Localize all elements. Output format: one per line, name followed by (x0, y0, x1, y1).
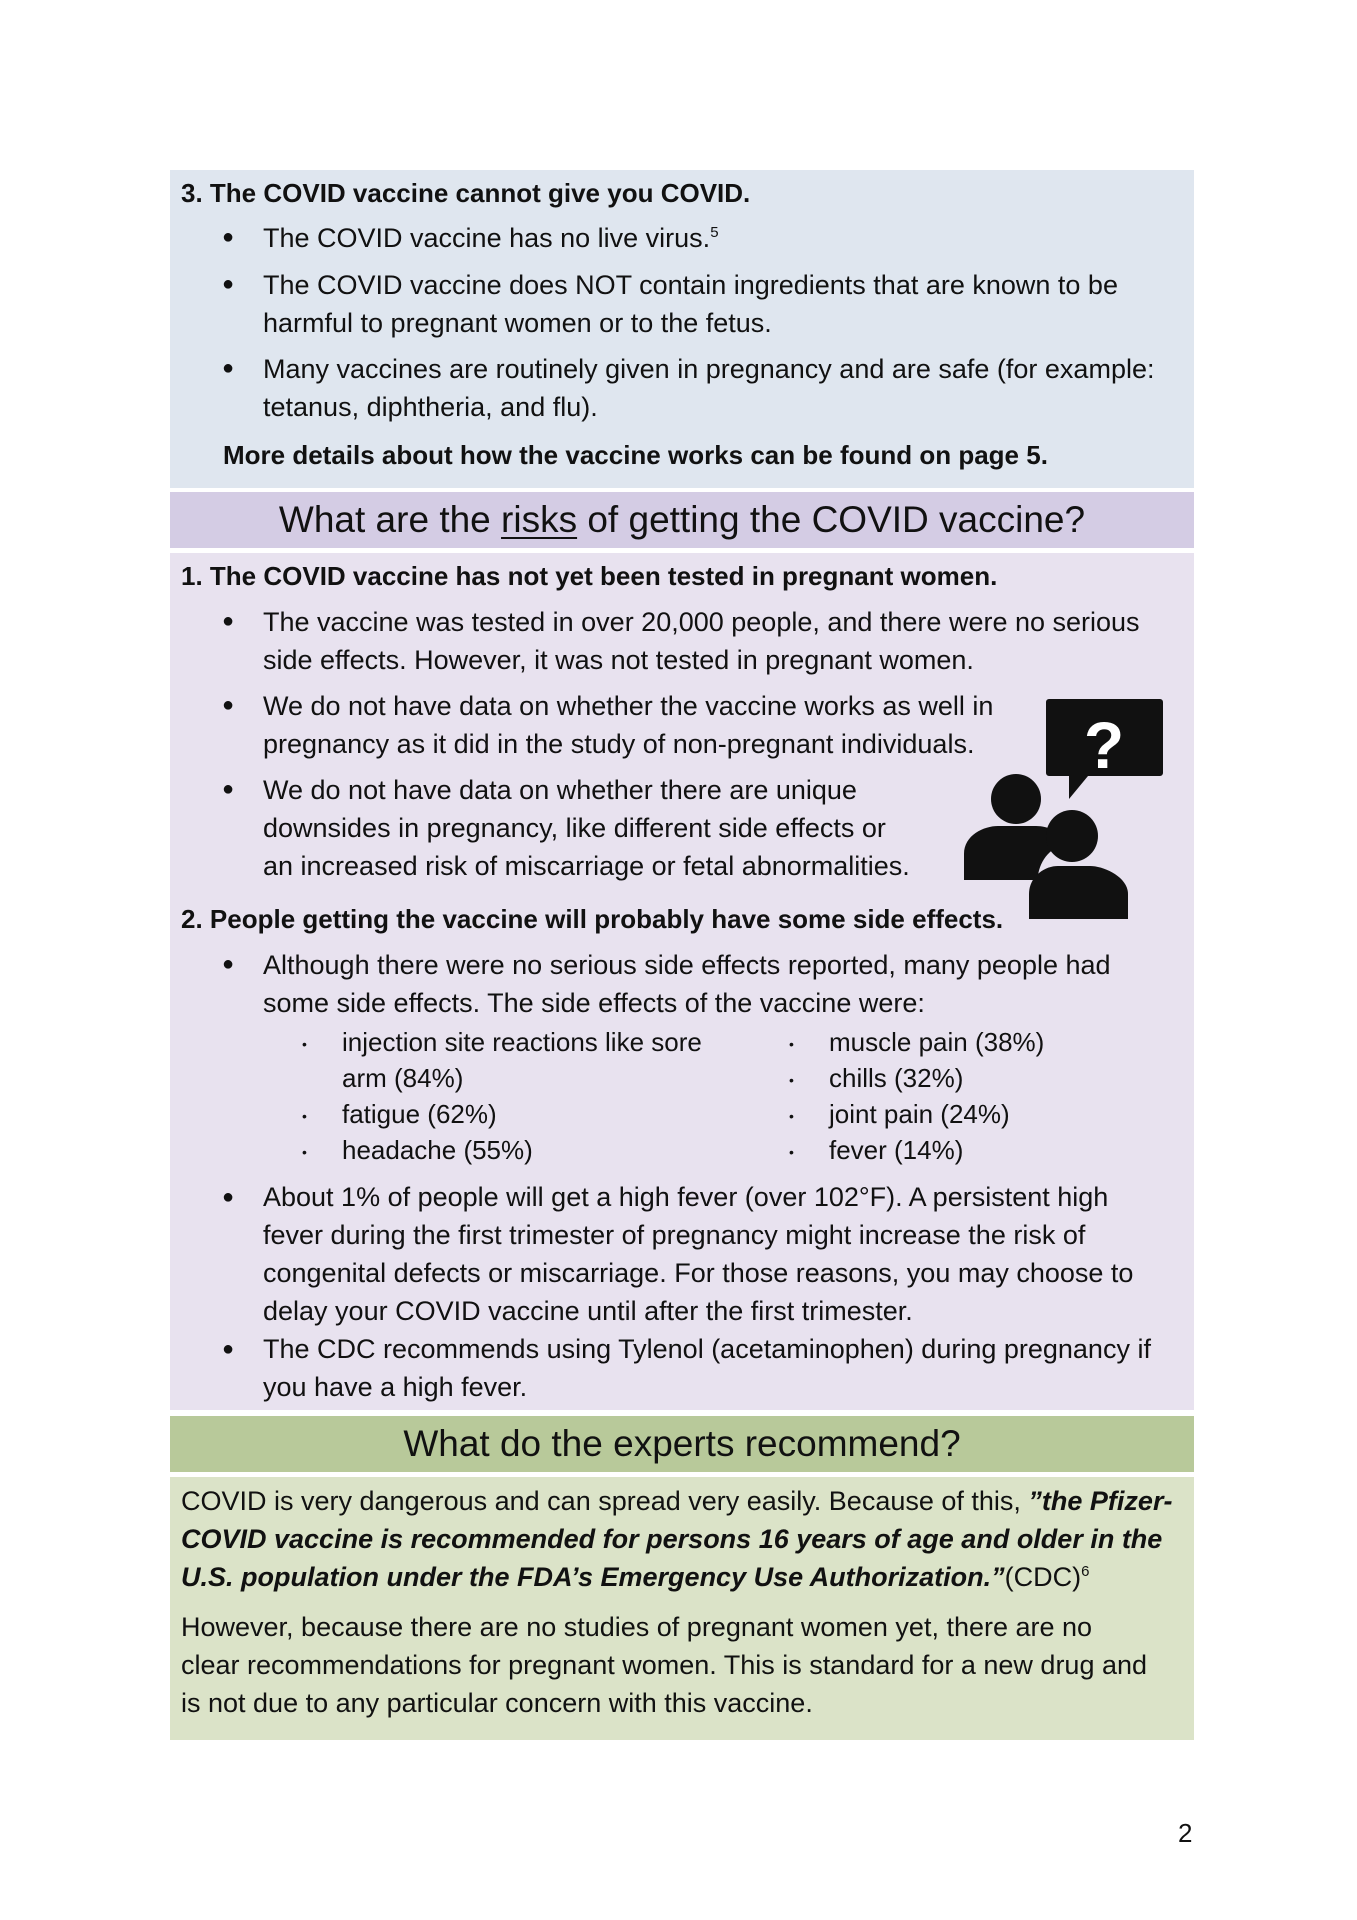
sub-bullet-dot: • (789, 1036, 794, 1052)
bullet-unique-downsides: We do not have data on whether there are unique downsides in pregnancy, like different side effects or an increased risk of miscarriage or fetal abnormalities. (263, 775, 910, 881)
sub-bullet-dot: • (789, 1072, 794, 1088)
question-mark-glyph: ? (1083, 708, 1125, 782)
bullet-side-effects-intro: Although there were no serious side effects reported, many people had some side effects. The side effects of the vaccine were: (263, 950, 1111, 1018)
bullet-high-fever: About 1% of people will get a high fever (over 102°F). A persistent high fever during the first trimester of pregnancy might increase the risk of congenital defects or miscarriage. For those reasons, you may choose to delay your COVID vaccine until after the first trimester. (263, 1182, 1134, 1326)
bullet-no-live-virus: The COVID vaccine has no live virus.$^5$ (263, 223, 719, 253)
sub-bullet-dot: • (789, 1144, 794, 1160)
side-effect-chills: chills (32%) (829, 1063, 964, 1093)
person-left-head (991, 774, 1041, 824)
side-effect-fatigue: fatigue (62%) (342, 1099, 497, 1129)
more-details-note: More details about how the vaccine works can be found on page 5. (223, 440, 1048, 470)
people-question-icon (962, 696, 1168, 920)
point-2-title: 2. People getting the vaccine will probably have some side effects. (181, 904, 1004, 934)
page-number: 2 (1178, 1818, 1193, 1848)
side-effect-injection-site: injection site reactions like sore arm (84%) (342, 1027, 702, 1093)
side-effect-joint-pain: joint pain (24%) (829, 1099, 1010, 1129)
bullet-dot: ● (222, 610, 235, 632)
bullet-no-harmful-ingredients: The COVID vaccine does NOT contain ingredients that are known to be harmful to pregnant women or to the fetus. (263, 270, 1118, 338)
cdc-recommendation-paragraph: COVID is very dangerous and can spread very easily. Because of this, ”the Pfizer- COVID vaccine is recommended for persons 16 years of age and older in the U.S. population under the FDA’s Emergency Use Authorization.”(CDC)$^6$ (181, 1486, 1173, 1592)
bullet-dot: ● (222, 694, 235, 716)
experts-heading-bar (170, 1416, 1194, 1472)
sub-bullet-dot: • (302, 1108, 307, 1124)
bullet-dot: ● (222, 1186, 235, 1208)
person-right-head (1046, 810, 1098, 862)
pregnancy-recommendation-paragraph: However, because there are no studies of pregnant women yet, there are no clear recommendations for pregnant women. This is standard for a new drug and is not due to any particular concern with this vaccine. (181, 1612, 1148, 1718)
sub-bullet-dot: • (789, 1108, 794, 1124)
bullet-dot: ● (222, 778, 235, 800)
side-effect-fever: fever (14%) (829, 1135, 964, 1165)
person-right-body (1029, 866, 1128, 919)
bullet-tested-20000: The vaccine was tested in over 20,000 people, and there were no serious side effects. However, it was not tested in pregnant women. (263, 607, 1140, 675)
risks-heading-bar (170, 492, 1194, 548)
experts-heading: What do the experts recommend? (403, 1423, 961, 1464)
bullet-dot: ● (222, 953, 235, 975)
point-3-title: 3. The COVID vaccine cannot give you COVID. (181, 178, 751, 208)
bullet-dot: ● (222, 357, 235, 379)
point-1-title: 1. The COVID vaccine has not yet been tested in pregnant women. (181, 561, 998, 591)
bullet-routine-vaccines: Many vaccines are routinely given in pregnancy and are safe (for example: tetanus, diphtheria, and flu). (263, 354, 1155, 422)
bullet-no-efficacy-data: We do not have data on whether the vaccine works as well in pregnancy as it did in the study of non-pregnant individuals. (263, 691, 994, 759)
side-effect-headache: headache (55%) (342, 1135, 533, 1165)
bullet-dot: ● (222, 1338, 235, 1360)
bullet-dot: ● (222, 273, 235, 295)
sub-bullet-dot: • (302, 1036, 307, 1052)
bullet-dot: ● (222, 226, 235, 248)
sub-bullet-dot: • (302, 1144, 307, 1160)
risks-heading: What are the risks of getting the COVID vaccine? (278, 499, 1086, 540)
bullet-cdc-tylenol: The CDC recommends using Tylenol (acetaminophen) during pregnancy if you have a high fever. (263, 1334, 1151, 1402)
side-effect-muscle-pain: muscle pain (38%) (829, 1027, 1045, 1057)
